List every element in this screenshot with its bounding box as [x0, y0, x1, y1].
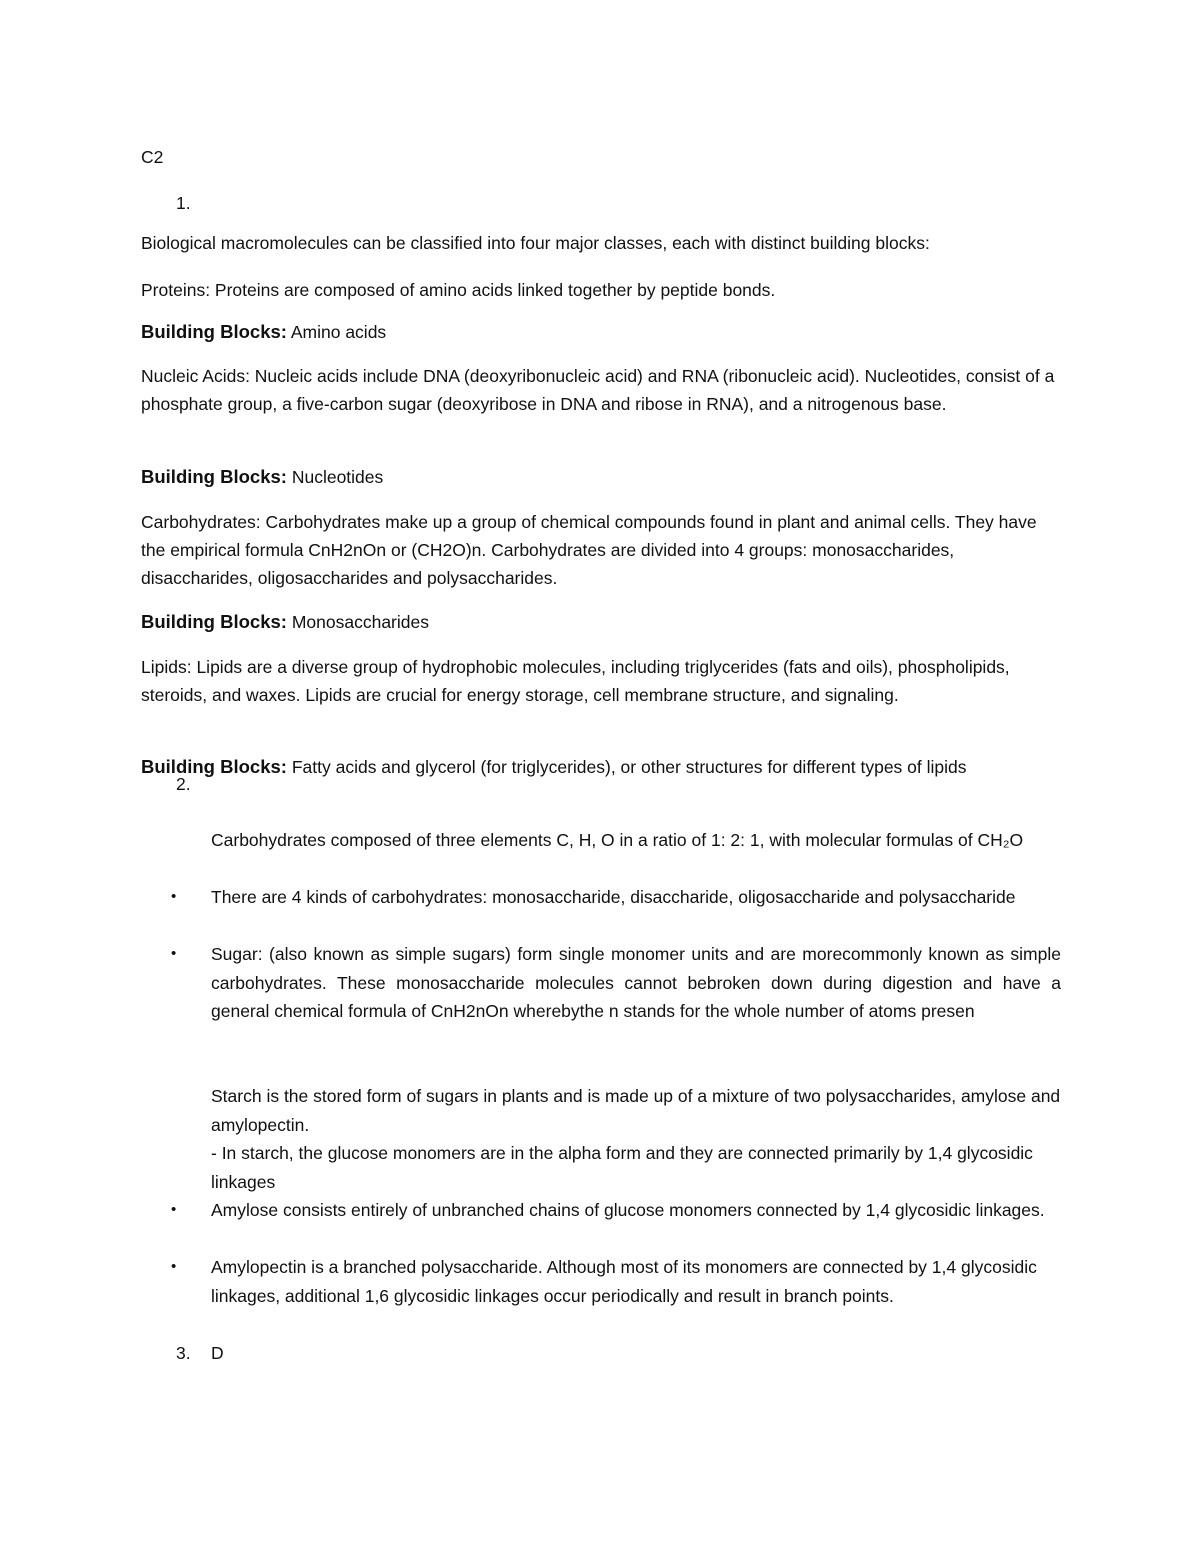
- intro-paragraph: Biological macromolecules can be classified into four major classes, each with distinct building blocks:: [141, 233, 930, 253]
- proteins-building-blocks: [141, 318, 1061, 346]
- building-blocks-label: Building Blocks:: [141, 756, 287, 777]
- building-blocks-value: Nucleotides: [291, 467, 384, 487]
- question-3-answer: D: [211, 1343, 224, 1363]
- question-1-marker: 1.: [176, 193, 191, 213]
- bullet-icon: •: [171, 888, 177, 905]
- question-3-marker: 3.: [176, 1343, 191, 1363]
- q2-starch-paragraph: Starch is the stored form of sugars in plants and is made up of a mixture of two polysaccharides, amylose and amylopectin.: [211, 1086, 1061, 1135]
- building-blocks-value: Fatty acids and glycerol (for triglycerides), or other structures for different types of lipids: [291, 757, 967, 777]
- q2-carbohydrates-composition: Carbohydrates composed of three elements C, H, O in a ratio of 1: 2: 1, with molecular formulas of CH₂O: [211, 830, 1024, 850]
- bullet-icon: •: [171, 1258, 177, 1275]
- lipids-building-blocks: [141, 753, 1071, 781]
- building-blocks-label: Building Blocks:: [141, 321, 287, 342]
- q2-bullet-amylopectin: Amylopectin is a branched polysaccharide. Although most of its monomers are connected by 1,4 glycosidic linkages, additional 1,6 glycosidic linkages occur periodically and result in branch points.: [211, 1257, 1037, 1306]
- question-2-marker: 2.: [176, 774, 191, 794]
- q2-bullet-amylose: Amylose consists entirely of unbranched chains of glucose monomers connected by 1,4 glycosidic linkages.: [211, 1200, 1045, 1220]
- building-blocks-value: Monosaccharides: [291, 612, 429, 632]
- building-blocks-label: Building Blocks:: [141, 466, 287, 487]
- lipids-paragraph: Lipids: Lipids are a diverse group of hydrophobic molecules, including triglycerides (fats and oils), phospholipids, steroids, and waxes. Lipids are crucial for energy storage, cell membrane structure, and signaling.: [141, 657, 1010, 705]
- nucleic-acids-paragraph: Nucleic Acids: Nucleic acids include DNA (deoxyribonucleic acid) and RNA (ribonucleic acid). Nucleotides, consist of a phosphate group, a five-carbon sugar (deoxyribose in DNA and ribose in RNA), and a nitrogenous base.: [141, 366, 1055, 414]
- building-blocks-label: Building Blocks:: [141, 611, 287, 632]
- bullet-icon: •: [171, 1201, 177, 1218]
- bullet-icon: •: [171, 945, 177, 962]
- carbohydrates-paragraph: Carbohydrates: Carbohydrates make up a group of chemical compounds found in plant and animal cells. They have the empirical formula CnH2nOn or (CH2O)n. Carbohydrates are divided into 4 groups: monosaccharides, disaccharides, oligosaccharides and polysaccharides.: [141, 512, 1037, 588]
- proteins-paragraph: Proteins: Proteins are composed of amino acids linked together by peptide bonds.: [141, 280, 776, 300]
- carbohydrates-building-blocks: [141, 608, 1061, 636]
- building-blocks-value: Amino acids: [290, 322, 387, 342]
- nucleic-acids-building-blocks: [141, 463, 1061, 491]
- q2-bullet-sugar: Sugar: (also known as simple sugars) form single monomer units and are morecommonly known as simple carbohydrates. These monosaccharide molecules cannot bebroken down during digestion and have a general chemical formula of CnH2nOn wherebythe n stands for the whole number of atoms presen: [211, 944, 1061, 1021]
- q2-bullet-kinds: There are 4 kinds of carbohydrates: monosaccharide, disaccharide, oligosaccharide and polysaccharide: [211, 887, 1016, 907]
- q2-starch-note: - In starch, the glucose monomers are in the alpha form and they are connected primarily by 1,4 glycosidic linkages: [211, 1143, 1033, 1192]
- page-heading: C2: [141, 147, 164, 167]
